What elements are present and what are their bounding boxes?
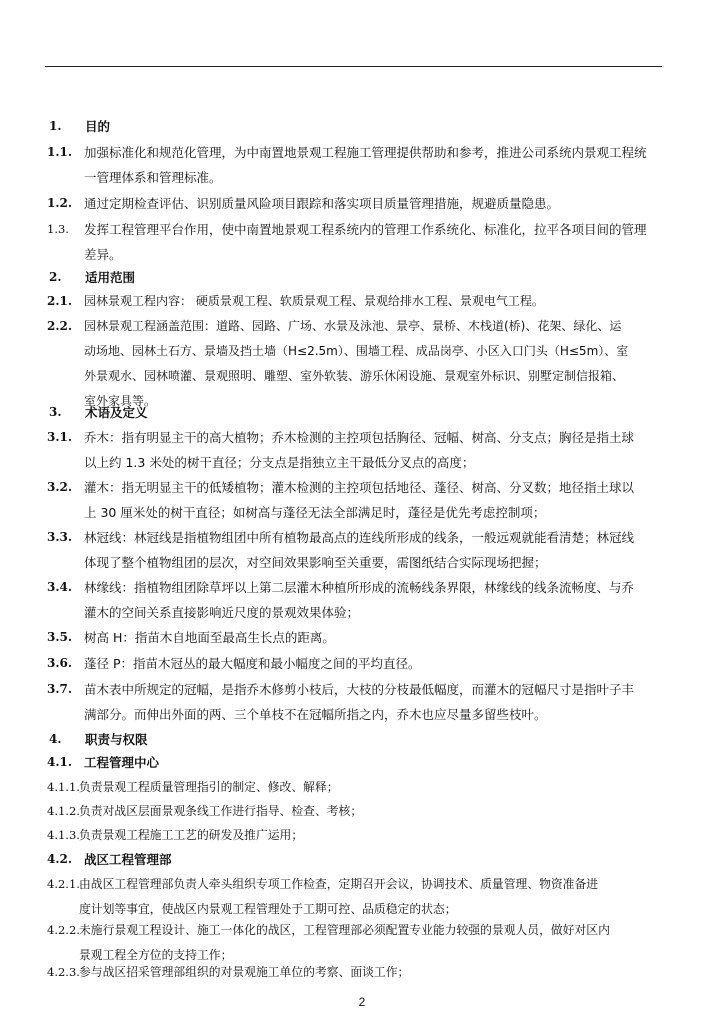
subsection-number: 4.2.	[47, 852, 73, 866]
clause-number: 3.2.	[47, 480, 73, 494]
clause-text: 林冠线：林冠线是指植物组团中所有植物最高点的连线所形成的线条，一般远观就能看清楚；林冠线 体现了整个植物组团的层次，对空间效果影响至关重要，需图纸结合实际现场把握；	[84, 530, 635, 570]
clause-number: 3.3.	[47, 530, 73, 544]
clause-text: 负责对战区层面景观条线工作进行指导、检查、考核；	[79, 804, 363, 818]
clause-text: 参与战区招采管理部组织的对景观施工单位的考察、面谈工作；	[79, 965, 410, 979]
clause-text: 蓬径 P：指苗木冠丛的最大幅度和最小幅度之间的平均直径。	[84, 656, 421, 671]
clause-text: 由战区工程管理部负责人牵头组织专项工作检查，定期召开会议，协调技术、质量管理、物资准备进 度计划等事宜，使战区内景观工程管理处于工期可控、品质稳定的状态；	[79, 877, 599, 916]
clause-number: 4.1.1.	[47, 780, 80, 794]
clause-text: 未施行景观工程设计、施工一体化的战区，工程管理部必须配置专业能力较强的景观人员，做好对区内 景观工程全方位的支持工作；	[79, 923, 610, 962]
clause-text: 灌木：指无明显主干的低矮植物；灌木检测的主控项包括地径、蓬径、树高、分叉数；地径指土球以 上 30 厘米处的树干直径；如树高与蓬径无法全部满足时，蓬径是优先考虑控制项；	[84, 480, 635, 520]
section-number: 2.	[49, 270, 62, 284]
clause-text: 负责景观工程质量管理指引的制定、修改、解释；	[79, 780, 339, 794]
clause-number: 1.3.	[47, 222, 69, 236]
clause-text: 园林景观工程涵盖范围：道路、园路、广场、水景及泳池、景亭、景桥、木栈道(桥)、花架、绿化、运 动场地、园林土石方、景墙及挡土墙（H≤2.5m）、围墙工程、成品岗亭、小区入口门头（H≤5m）、室 外景观水、园林喷灌、景观照明、雕塑、室外软装、游乐休闲设施、景观室外标识、别墅定制信报箱、 室外家具等。	[84, 319, 629, 408]
clause-text: 苗木表中所规定的冠幅，是指乔木修剪小枝后，大枝的分枝最低幅度，而灌木的冠幅尺寸是指叶子丰 满部分。而伸出外面的两、三个单枝不在冠幅所指之内，乔木也应尽量多留些枝叶。	[84, 682, 635, 722]
clause-text: 加强标准化和规范化管理，为中南置地景观工程施工管理提供帮助和参考，推进公司系统内景观工程统 一管理体系和管理标准。	[84, 145, 647, 185]
clause-text: 通过定期检查评估、识别质量风险项目跟踪和落实项目质量管理措施，规避质量隐患。	[84, 196, 560, 211]
clause-number: 1.2.	[47, 196, 73, 210]
clause-number: 3.1.	[47, 430, 73, 444]
section-number: 3.	[49, 405, 62, 419]
subsection-title: 工程管理中心	[84, 755, 160, 770]
section-title: 术语及定义	[85, 405, 148, 420]
clause-number: 4.2.1.	[47, 877, 80, 891]
clause-text: 乔木：指有明显主干的高大植物；乔木检测的主控项包括胸径、冠幅、树高、分支点；胸径是指土球 以上约 1.3 米处的树干直径；分支点是指独立主干最低分叉点的高度；	[84, 430, 635, 470]
clause-number: 4.2.3.	[47, 965, 80, 979]
clause-number: 4.1.2.	[47, 804, 80, 818]
section-number: 1.	[49, 119, 62, 133]
clause-text: 负责景观工程施工工艺的研发及推广运用；	[79, 828, 304, 842]
clause-text: 林缘线：指植物组团除草坪以上第二层灌木种植所形成的流畅线条界限，林缘线的线条流畅度、与乔 灌木的空间关系直接影响近尺度的景观效果体验；	[84, 580, 635, 620]
clause-number: 3.4.	[47, 580, 73, 594]
clause-number: 4.1.3.	[47, 828, 80, 842]
section-title: 目的	[85, 119, 111, 134]
clause-text: 树高 H：指苗木自地面至最高生长点的距离。	[84, 630, 335, 645]
clause-number: 4.2.2.	[47, 923, 80, 937]
clause-number: 2.1.	[47, 294, 73, 308]
clause-number: 3.5.	[47, 630, 73, 644]
clause-number: 2.2.	[47, 319, 73, 333]
section-title: 职责与权限	[85, 732, 148, 747]
clause-number: 1.1.	[47, 145, 73, 159]
clause-number: 3.6.	[47, 656, 73, 670]
clause-number: 3.7.	[47, 682, 73, 696]
section-title: 适用范围	[85, 270, 136, 285]
subsection-title: 战区工程管理部	[84, 852, 172, 867]
subsection-number: 4.1.	[47, 755, 73, 769]
clause-text: 发挥工程管理平台作用，使中南置地景观工程系统内的管理工作系统化、标准化，拉平各项目间的管理 差异。	[84, 222, 647, 262]
clause-text: 园林景观工程内容： 硬质景观工程、软质景观工程、景观给排水工程、景观电气工程。	[84, 294, 544, 308]
header-rule	[45, 66, 662, 67]
page-number: 2	[358, 995, 366, 1009]
section-number: 4.	[49, 732, 62, 746]
